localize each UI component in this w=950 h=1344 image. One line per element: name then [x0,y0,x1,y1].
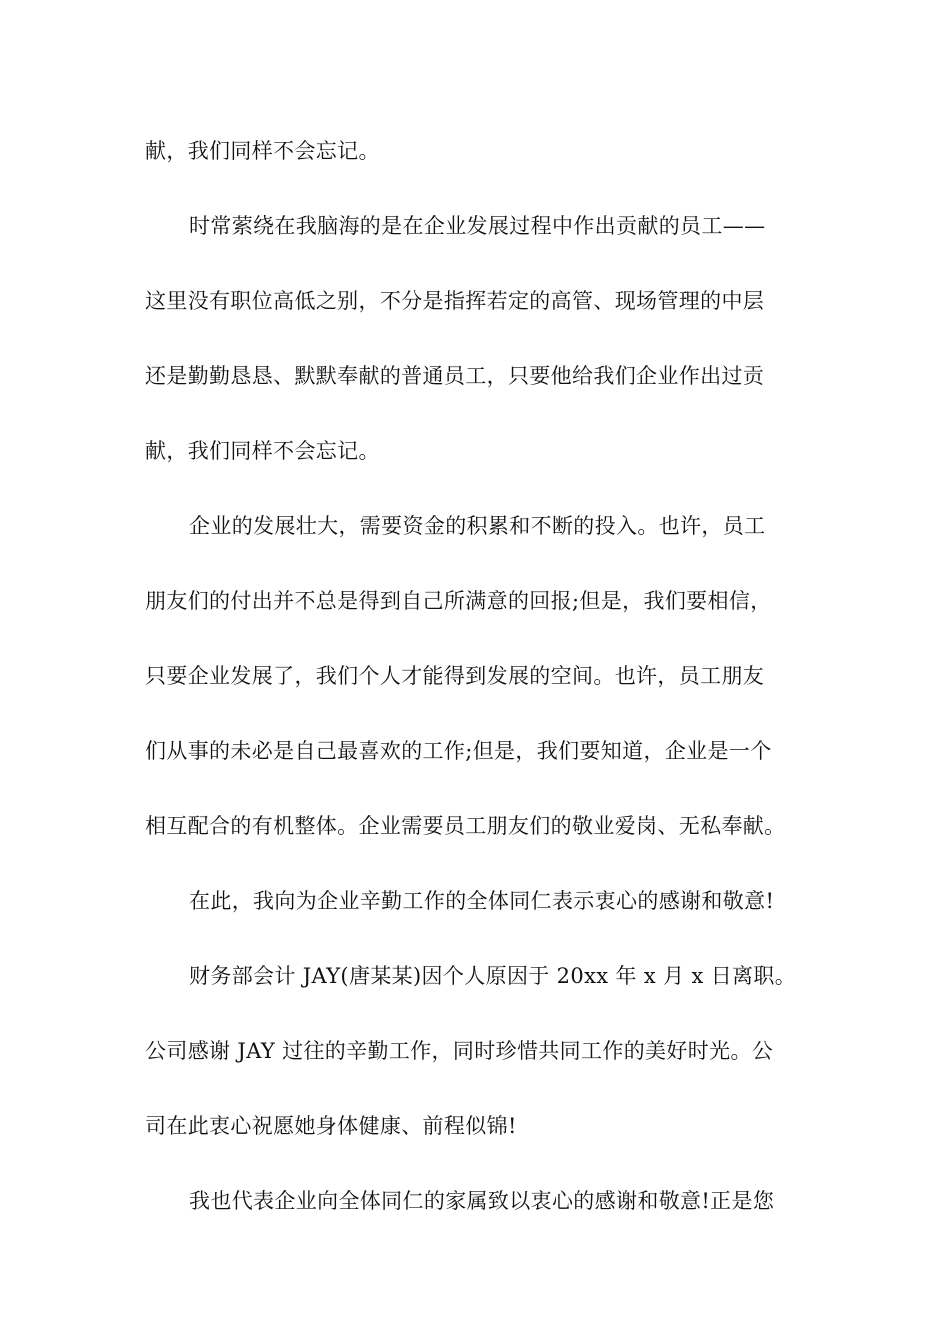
text-line: 还是勤勤恳恳、默默奉献的普通员工，只要他给我们企业作出过贡 [145,364,765,388]
text-line: 司在此衷心祝愿她身体健康、前程似锦! [145,1114,517,1138]
text-line: 朋友们的付出并不总是得到自己所满意的回报;但是，我们要相信， [145,589,772,613]
text-line: 献，我们同样不会忘记。 [145,139,380,163]
paragraph-first-line: 在此，我向为企业辛勤工作的全体同仁表示衷心的感谢和敬意! [189,889,775,913]
paragraph-first-line: 企业的发展壮大，需要资金的积累和不断的投入。也许，员工 [189,514,766,538]
paragraph-first-line: 财务部会计 JAY(唐某某)因个人原因于 20xx 年 x 月 x 日离职。 [189,964,797,988]
text-line: 这里没有职位高低之别，不分是指挥若定的高管、现场管理的中层 [145,289,765,313]
text-line: 相互配合的有机整体。企业需要员工朋友们的敬业爱岗、无私奉献。 [145,814,786,838]
paragraph-first-line: 我也代表企业向全体同仁的家属致以衷心的感谢和敬意!正是您 [189,1189,775,1213]
text-line: 献，我们同样不会忘记。 [145,439,380,463]
text-line: 公司感谢 JAY 过往的辛勤工作，同时珍惜共同工作的美好时光。公 [145,1039,774,1063]
paragraph-first-line: 时常萦绕在我脑海的是在企业发展过程中作出贡献的员工—— [189,214,766,238]
text-line: 们从事的未必是自己最喜欢的工作;但是，我们要知道，企业是一个 [145,739,772,763]
text-line: 只要企业发展了，我们个人才能得到发展的空间。也许，员工朋友 [145,664,765,688]
